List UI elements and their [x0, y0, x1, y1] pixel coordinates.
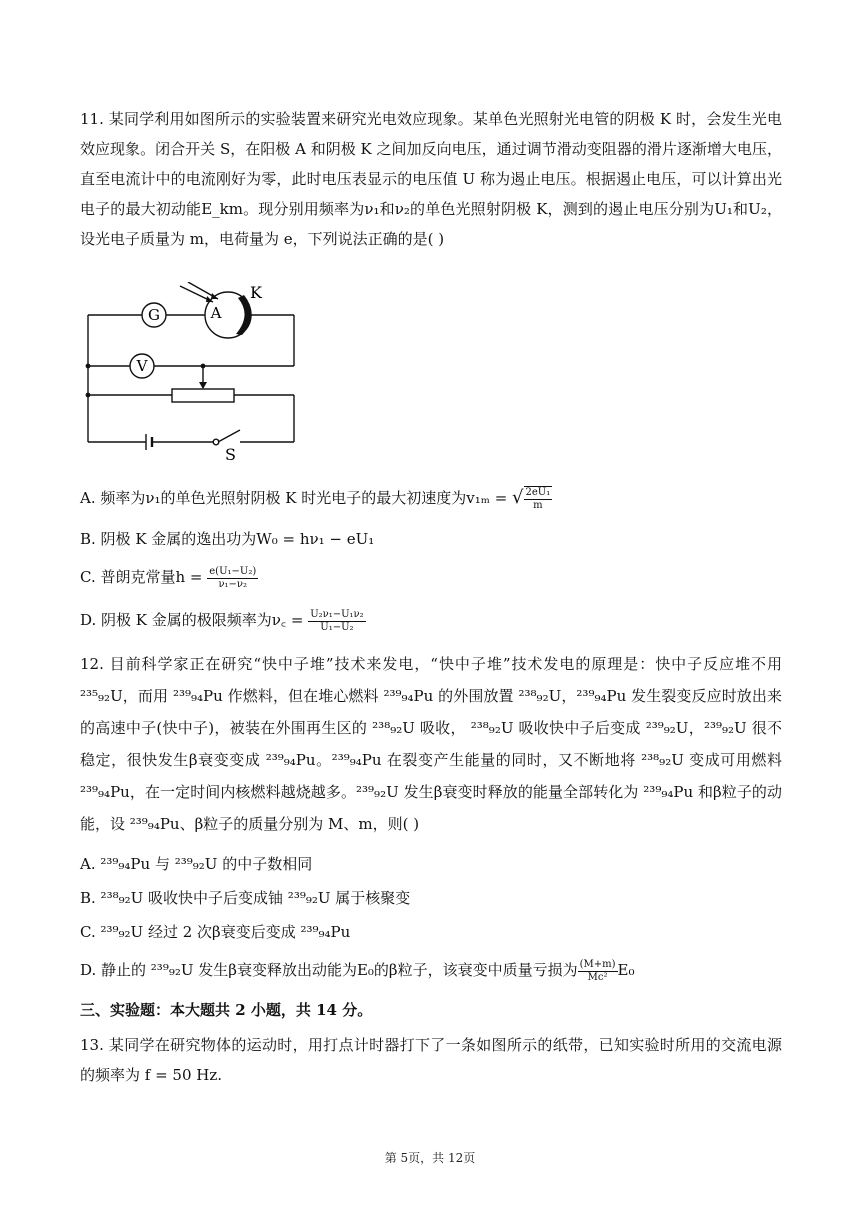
q12-option-a: A. ²³⁹₉₄Pu 与 ²³⁹₉₂U 的中子数相同 [80, 855, 313, 873]
photoelectric-circuit-diagram [80, 282, 310, 464]
galvanometer-label: G [148, 306, 160, 324]
q11-stem: 11. 某同学利用如图所示的实验装置来研究光电效应现象。某单色光照射光电管的阴极 K 时，会发生光电效应现象。闭合开关 S，在阳极 A 和阴极 K 之间加反向电压，通过调节滑动变阻器的滑片逐渐增大电压，直至电流计中的电流刚好为零，此时电压表显示的电压值 U 称为遏止电压。根据遏止电压，可以计算出光电子的最大初动能E_km。现分别用频率为ν₁和ν₂的单色光照射阴极 K，测到的遏止电压分别为U₁和U₂，设光电子质量为 m，电荷量为 e，下列说法正确的是( ) [80, 110, 782, 248]
q12-option-b: B. ²³⁸₉₂U 吸收快中子后变成铀 ²³⁹₉₂U 属于核聚变 [80, 889, 411, 907]
q11-option-b: B. 阴极 K 金属的逸出功为W₀ = hν₁ − eU₁ [80, 530, 375, 548]
cathode-label: K [250, 283, 262, 302]
q12-option-c: C. ²³⁹₉₂U 经过 2 次β衰变后变成 ²³⁹₉₄Pu [80, 923, 351, 941]
voltmeter-label: V [136, 357, 148, 375]
q12-stem: 12. 目前科学家正在研究“快中子堆”技术来发电，“快中子堆”技术发电的原理是：快中子反应堆不用 ²³⁵₉₂U，而用 ²³⁹₉₄Pu 作燃料，但在堆心燃料 ²³⁹₉₄Pu 的外围放置 ²³⁸₉₂U，²³⁹₉₄Pu 发生裂变反应时放出来的高速中子(快中子)，被装在外围再生区的 ²³⁸₉₂U 吸收， ²³⁸₉₂U 吸收快中子后变成 ²³⁹₉₂U，²³⁹₉₂U 很不稳定，很快发生β衰变变成 ²³⁹₉₄Pu。²³⁹₉₄Pu 在裂变产生能量的同时，又不断地将 ²³⁸₉₂U 变成可用燃料 ²³⁹₉₄Pu，在一定时间内核燃料越烧越多。²³⁹₉₂U 发生β衰变时释放的能量全部转化为 ²³⁹₉₄Pu 和β粒子的动能，设 ²³⁹₉₄Pu、β粒子的质量分别为 M、m，则( ) [80, 655, 782, 833]
q13-stem: 13. 某同学在研究物体的运动时，用打点计时器打下了一条如图所示的纸带，已知实验时所用的交流电源的频率为 f = 50 Hz. [80, 1036, 782, 1084]
anode-label: A [210, 304, 222, 322]
q12-option-d: D. 静止的 ²³⁹₉₂U 发生β衰变释放出动能为E₀的β粒子，该衰变中质量亏损为 $\frac{(M+m)}{\text{Mc²}}$ E₀ [80, 958, 635, 983]
q11-option-a: A. 频率为ν₁的单色光照射阴极 K 时光电子的最大初速度为v₁ₘ = √ $\frac{\text{2eU₁}}{m}$ [80, 487, 551, 511]
q11-option-c: C. 普朗克常量h = $\frac{\text{e(U₁−U₂)}}{\text{ν₁−ν₂}}$ [80, 565, 257, 590]
switch-label: S [225, 445, 236, 464]
section-3-heading: 三、实验题：本大题共 2 小题，共 14 分。 [80, 1001, 373, 1019]
page-footer: 第 5页，共 12页 [384, 1151, 476, 1165]
q11-option-d: D. 阴极 K 金属的极限频率为ν꜀ = $\frac{\text{U₂ν₁−U₁ν₂}}{\text{U₁−U₂}}$ [80, 608, 364, 633]
